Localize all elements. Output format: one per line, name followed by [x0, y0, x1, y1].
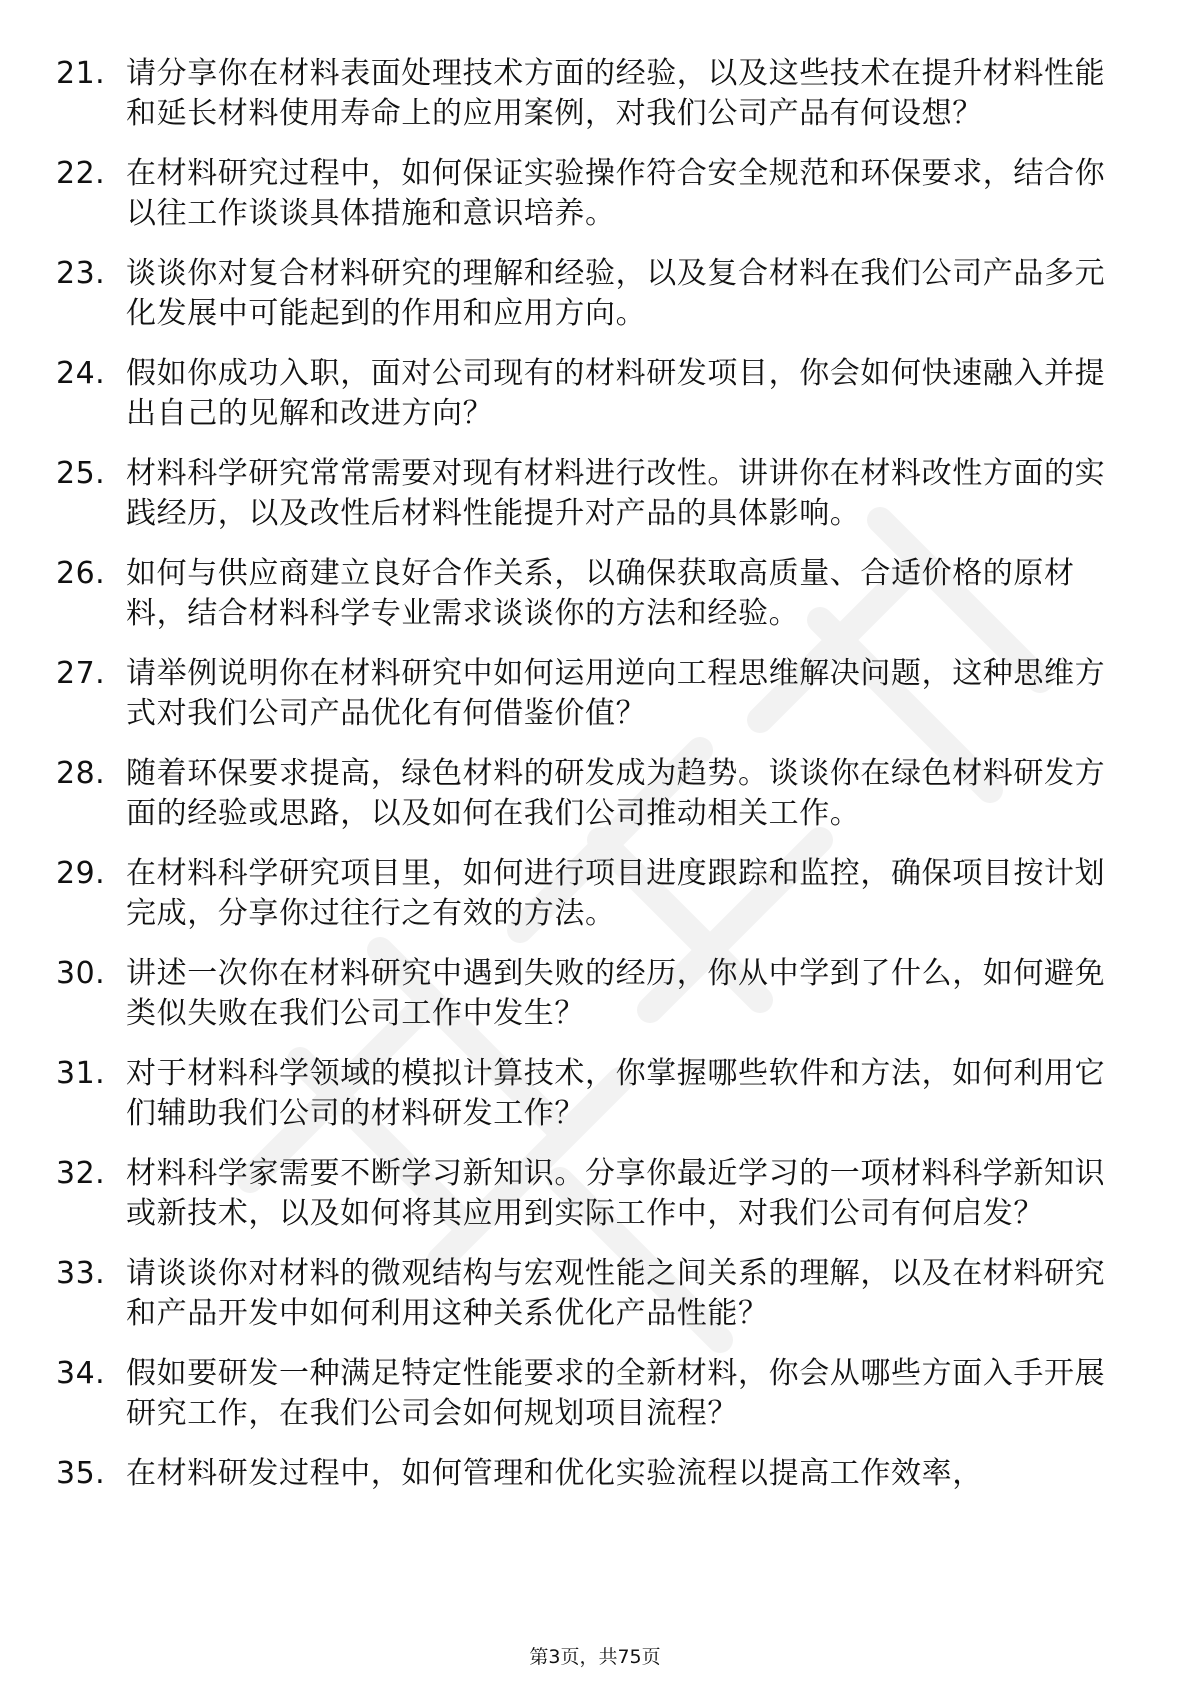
question-item — [56, 154, 1116, 234]
question-text: 在材料科学研究项目里，如何进行项目进度跟踪和监控，确保项目按计划完成，分享你过往行之有效的方法。 — [126, 856, 1106, 931]
question-number: 26. — [56, 556, 106, 591]
question-item — [56, 354, 1116, 434]
question-text: 对于材料科学领域的模拟计算技术，你掌握哪些软件和方法，如何利用它们辅助我们公司的材料研发工作？ — [126, 1056, 1106, 1131]
question-number: 35. — [56, 1456, 106, 1491]
question-item — [56, 554, 1116, 634]
question-item — [56, 54, 1116, 134]
question-text: 假如你成功入职，面对公司现有的材料研发项目，你会如何快速融入并提出自己的见解和改进方向？ — [126, 356, 1106, 431]
question-text: 随着环保要求提高，绿色材料的研发成为趋势。谈谈你在绿色材料研发方面的经验或思路，以及如何在我们公司推动相关工作。 — [126, 756, 1106, 831]
question-number: 25. — [56, 456, 106, 491]
question-item — [56, 654, 1116, 734]
question-text: 在材料研发过程中，如何管理和优化实验流程以提高工作效率， — [126, 1456, 983, 1491]
question-item — [56, 1354, 1116, 1434]
question-number: 30. — [56, 956, 106, 991]
question-number: 34. — [56, 1356, 106, 1391]
question-item — [56, 854, 1116, 934]
question-number: 29. — [56, 856, 106, 891]
question-number: 33. — [56, 1256, 106, 1291]
question-text: 如何与供应商建立良好合作关系，以确保获取高质量、合适价格的原材料，结合材料科学专业需求谈谈你的方法和经验。 — [126, 556, 1075, 631]
question-number: 31. — [56, 1056, 106, 1091]
question-item — [56, 1254, 1116, 1334]
question-number: 22. — [56, 156, 106, 191]
question-item — [56, 1154, 1116, 1234]
question-item — [56, 454, 1116, 534]
question-number: 27. — [56, 656, 106, 691]
page-number: 第3页，共75页 — [529, 1646, 661, 1668]
question-text: 请谈谈你对材料的微观结构与宏观性能之间关系的理解，以及在材料研究和产品开发中如何利用这种关系优化产品性能？ — [126, 1256, 1106, 1331]
question-text: 在材料研究过程中，如何保证实验操作符合安全规范和环保要求，结合你以往工作谈谈具体措施和意识培养。 — [126, 156, 1106, 231]
question-number: 23. — [56, 256, 106, 291]
question-text: 请分享你在材料表面处理技术方面的经验，以及这些技术在提升材料性能和延长材料使用寿命上的应用案例，对我们公司产品有何设想？ — [126, 56, 1106, 131]
question-number: 21. — [56, 56, 106, 91]
question-item — [56, 1454, 1116, 1494]
question-item — [56, 1054, 1116, 1134]
question-item — [56, 254, 1116, 334]
question-text: 材料科学研究常常需要对现有材料进行改性。讲讲你在材料改性方面的实践经历，以及改性后材料性能提升对产品的具体影响。 — [126, 456, 1106, 531]
question-number: 32. — [56, 1156, 106, 1191]
question-text: 假如要研发一种满足特定性能要求的全新材料，你会从哪些方面入手开展研究工作，在我们公司会如何规划项目流程？ — [126, 1356, 1106, 1431]
question-text: 材料科学家需要不断学习新知识。分享你最近学习的一项材料科学新知识或新技术，以及如何将其应用到实际工作中，对我们公司有何启发？ — [126, 1156, 1106, 1231]
question-number: 28. — [56, 756, 106, 791]
question-item — [56, 954, 1116, 1034]
question-list — [56, 54, 1116, 1514]
question-number: 24. — [56, 356, 106, 391]
question-text: 请举例说明你在材料研究中如何运用逆向工程思维解决问题，这种思维方式对我们公司产品优化有何借鉴价值？ — [126, 656, 1106, 731]
question-item — [56, 754, 1116, 834]
question-text: 讲述一次你在材料研究中遇到失败的经历，你从中学到了什么，如何避免类似失败在我们公司工作中发生？ — [126, 956, 1106, 1031]
question-text: 谈谈你对复合材料研究的理解和经验，以及复合材料在我们公司产品多元化发展中可能起到的作用和应用方向。 — [126, 256, 1106, 331]
